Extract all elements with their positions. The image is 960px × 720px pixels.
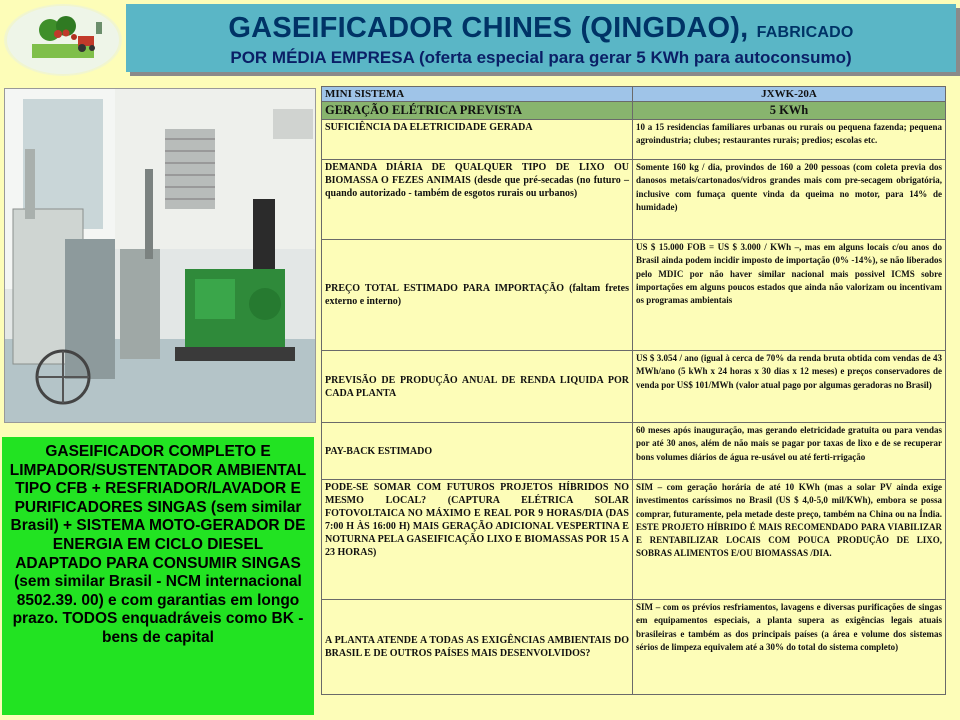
row-value: SIM – com os prévios resfriamentos, lavagens e diversas purificações de singas em equipamentos especiais, a planta supera as exigências legais atuais brasileiras e também as dos principais países (a área e volume dos sistemas sérios de limpeza equivalem até a 30% do total do sistema completo) <box>632 600 945 695</box>
table-row <box>322 600 946 695</box>
row-label: PAY-BACK ESTIMADO <box>322 423 633 480</box>
row-label: DEMANDA DIÁRIA DE QUALQUER TIPO DE LIXO OU BIOMASSA O FEZES ANIMAIS (desde que pré-secadas (no futuro – quando autorizado - também de esgotos rurais ou urbanos) <box>322 160 633 240</box>
page-header <box>126 4 956 72</box>
table-row <box>322 120 946 160</box>
header-cell-label: MINI SISTEMA <box>322 87 633 102</box>
table-row <box>322 240 946 351</box>
table-row <box>322 351 946 423</box>
specifications-table <box>321 86 946 695</box>
system-description-box: GASEIFICADOR COMPLETO E LIMPADOR/SUSTENTADOR AMBIENTAL TIPO CFB + RESFRIADOR/LAVADOR E PURIFICADORES SINGAS (sem similar Brasil) + SISTEMA MOTO-GERADOR DE ENERGIA EM CICLO DIESEL ADAPTADO PARA CONSUMIR SINGAS (sem similar Brasil - NCM internacional 8502.39. 00) e com garantias em longo prazo. TODOS enquadráveis como BK - bens de capital <box>2 437 314 715</box>
table-row <box>322 423 946 480</box>
row-value: Somente 160 kg / dia, provindos de 160 a 200 pessoas (com coleta previa dos danosos metais/cartonados/vidros grandes mais com pre-secagem obrigatória, inclusive com fumaça quente vinda da queima no motor, para 14% de humidade) <box>632 160 945 240</box>
row-value: 10 a 15 residencias familiares urbanas ou rurais ou pequena fazenda; pequena agroindustria; clubes; restaurantes rurais; predios; escolas etc. <box>632 120 945 160</box>
table-header-row <box>322 87 946 102</box>
row-label: A PLANTA ATENDE A TODAS AS EXIGÊNCIAS AMBIENTAIS DO BRASIL E DE OUTROS PAÍSES MAIS DESENVOLVIDOS? <box>322 600 633 695</box>
gasifier-photo <box>4 88 316 423</box>
row-label: PREÇO TOTAL ESTIMADO PARA IMPORTAÇÃO (faltam fretes externo e interno) <box>322 240 633 351</box>
row-value: US $ 15.000 FOB = US $ 3.000 / KWh –, mas em alguns locais c/ou anos do Brasil ainda podem incidir imposto de importação (0% -14%), se não liberados pelo MDIC por não haver similar nacional mais possivel ICMS sobre importações em alguns poucos estados que ainda não valorizam ou incentivam os programas ambientais <box>632 240 945 351</box>
row-label: PODE-SE SOMAR COM FUTUROS PROJETOS HÍBRIDOS NO MESMO LOCAL? (CAPTURA ELÉTRICA SOLAR FOTOVOLTAICA NO MÁXIMO E REAL POR 9 HORAS/DIA (DAS 7:00 H ÀS 16:00 H) MAIS GERAÇÃO ADICIONAL VESPERTINA E NOTURNA PELA GASEIFICAÇÃO LIXO E BIOMASSAS POR 15 A 23 HORAS) <box>322 480 633 600</box>
table-subheader-row <box>322 102 946 120</box>
row-value: 60 meses após inauguração, mas gerando eletricidade gratuita ou para vendas por até 30 anos, além de não mais se pagar por taxas de lixo e de se recuperar bons volumes diários de água re-usável ou até ferti-rrigação <box>632 423 945 480</box>
logo-image <box>4 4 122 76</box>
table-row <box>322 480 946 600</box>
row-label: SUFICIÊNCIA DA ELETRICIDADE GERADA <box>322 120 633 160</box>
row-value: SIM – com geração horária de até 10 KWh (mas a solar PV ainda exige investimentos caríssimos no Brasil (US $ 4,0-5,0 mil/KWh), embora se possa comprar, futuramente, pela metade deste preço, também na China ou na Índia. ESTE PROJETO HÍBRIDO É MAIS RECOMENDADO PARA VIABILIZAR E RENTABILIZAR LOCAIS COM POUCA PRODUÇÃO DE LIXO, SOBRAS ALIMENTOS E/OU BIOMASSAS /DIA. <box>632 480 945 600</box>
brand-logo <box>4 4 122 76</box>
gasifier-photo-image <box>5 89 315 422</box>
page-title <box>126 12 956 45</box>
title-small: FABRICADO <box>756 24 854 41</box>
subheader-cell-value: 5 KWh <box>632 102 945 120</box>
page-subtitle: POR MÉDIA EMPRESA (oferta especial para gerar 5 KWh para autoconsumo) <box>230 48 852 67</box>
table-row <box>322 160 946 240</box>
title-main: GASEIFICADOR CHINES (QINGDAO), <box>228 12 749 44</box>
row-value: US $ 3.054 / ano (igual à cerca de 70% da renda bruta obtida com vendas de 43 MWh/ano (5 kWh x 24 horas x 30 dias x 12 meses) e preços conservadores de venda por US$ 101/MWh (valor atual pago por algumas geradoras no Brasil) <box>632 351 945 423</box>
subheader-cell-label: GERAÇÃO ELÉTRICA PREVISTA <box>322 102 633 120</box>
row-label: PREVISÃO DE PRODUÇÃO ANUAL DE RENDA LIQUIDA POR CADA PLANTA <box>322 351 633 423</box>
header-cell-model: JXWK-20A <box>632 87 945 102</box>
